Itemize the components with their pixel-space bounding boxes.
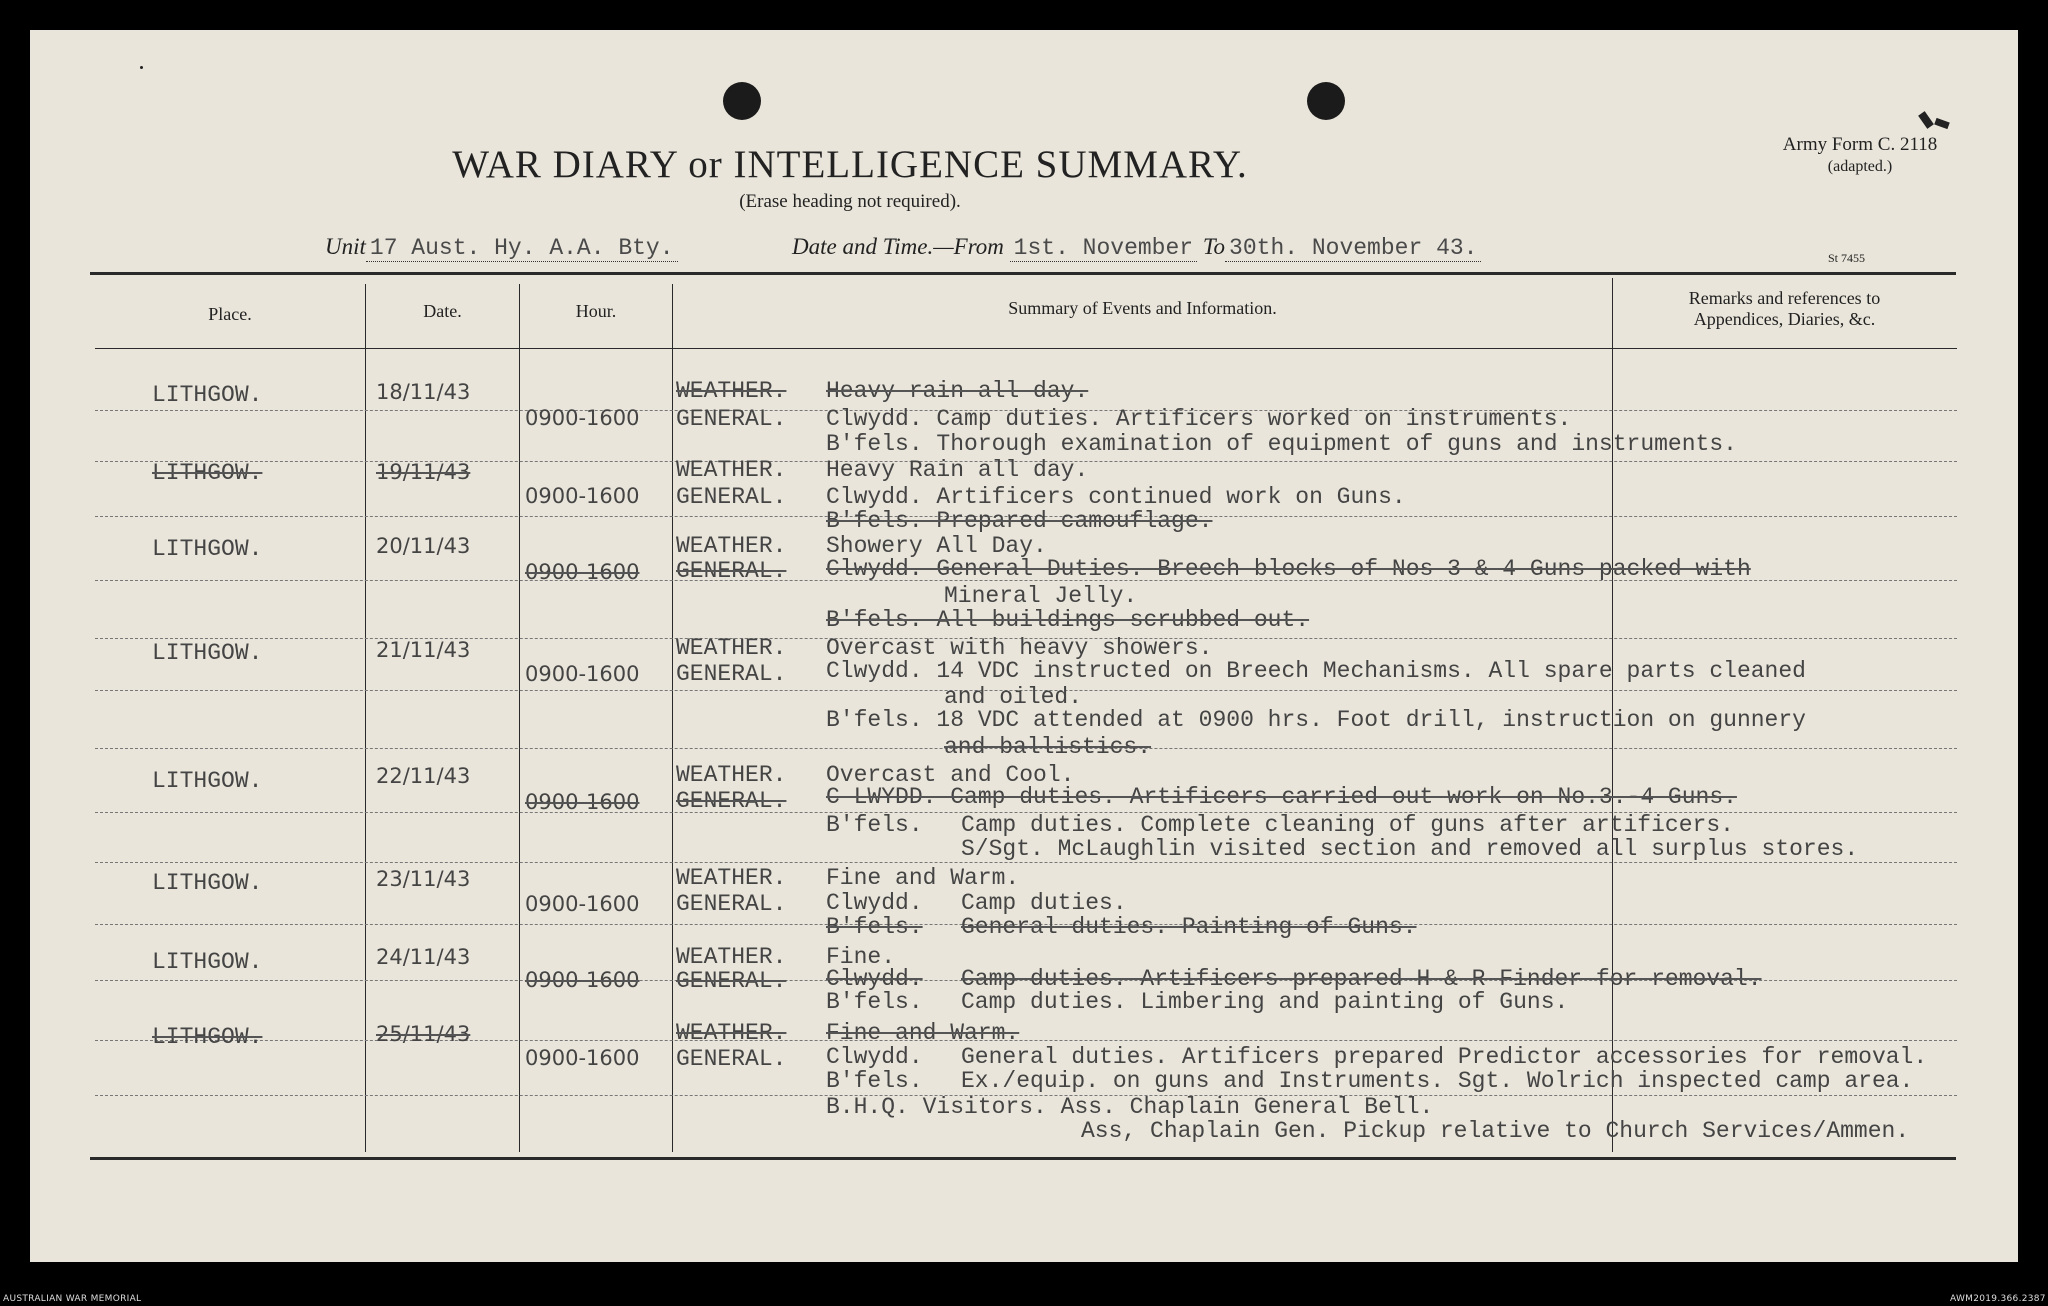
weather-text: Overcast with heavy showers. [826,635,1213,661]
summary-text: Camp duties. Limbering and painting of Guns. [961,989,1569,1015]
hour-cell: 0900-1600 [525,790,640,814]
summary-text: Mineral Jelly. [944,583,1138,609]
weather-text: Fine. [826,944,896,970]
general-label: GENERAL. [676,891,787,917]
hour-cell: 0900-1600 [525,484,640,508]
general-label: GENERAL. [676,558,787,584]
summary-text: Clwydd. Artificers continued work on Guns. [826,484,1406,510]
hour-cell: 0900-1600 [525,892,640,916]
punch-hole-left [723,82,761,120]
corner-mark [1934,118,1950,129]
date-from: 1st. November [1010,235,1197,262]
weather-label: WEATHER. [676,378,787,404]
weather-label: WEATHER. [676,762,787,788]
stock-code: St 7455 [1828,251,1866,265]
date-cell: 18/11/43 [376,380,471,404]
weather-text: Fine and Warm. [826,865,1020,891]
col-header-date: Date. [423,301,462,321]
summary-label: B'fels. [826,812,923,838]
column-divider [519,284,520,1152]
unit-value: 17 Aust. Hy. A.A. Bty. [366,235,678,262]
unit-label: Unit [325,234,366,259]
punch-hole-right [1307,82,1345,120]
weather-label: WEATHER. [676,944,787,970]
summary-text: B'fels. All buildings scrubbed out. [826,607,1310,633]
date-cell: 21/11/43 [376,638,471,662]
corner-mark [1918,111,1934,129]
hour-cell: 0900-1600 [525,406,640,430]
summary-text: B.H.Q. Visitors. Ass. Chaplain General Bell. [826,1094,1434,1120]
summary-text: Clwydd. General Duties. Breech blocks of Nos 3 & 4 Guns packed with [826,556,1751,582]
summary-text: General duties. Painting of Guns. [961,914,1417,940]
date-cell: 19/11/43 [376,460,471,484]
col-header-place: Place. [208,304,252,324]
hour-cell: 0900-1600 [525,968,640,992]
summary-label: Clwydd. [826,1044,923,1070]
summary-text: and oiled. [944,684,1083,710]
summary-label: Clwydd. [826,966,923,992]
general-label: GENERAL. [676,661,787,687]
remarks-line1: Remarks and references to [1688,288,1881,308]
date-field [792,234,1481,261]
form-number: Army Form C. 2118 [1782,134,1938,155]
summary-text: Camp duties. Artificers prepared H & R Finder for removal. [961,966,1762,992]
summary-label: Clwydd. [826,890,923,916]
summary-text: Camp duties. Complete cleaning of guns after artificers. [961,812,1734,838]
place-cell: LITHGOW. [152,768,263,794]
summary-text: Clwydd. 14 VDC instructed on Breech Mechanisms. All spare parts cleaned [826,658,1806,684]
page-title: WAR DIARY or INTELLIGENCE SUMMARY. [452,143,1248,186]
summary-text: Ass, Chaplain Gen. Pickup relative to Church Services/Ammen. [1081,1118,1910,1144]
form-adapted: (adapted.) [1827,158,1893,175]
weather-text: Overcast and Cool. [826,762,1075,788]
weather-label: WEATHER. [676,533,787,559]
footer-accession: AWM2019.366.2387 [1950,1294,2046,1304]
place-cell: LITHGOW. [152,460,263,486]
weather-label: WEATHER. [676,457,787,483]
place-cell: LITHGOW. [152,949,263,975]
column-divider [672,284,673,1152]
weather-label: WEATHER. [676,635,787,661]
summary-text: B'fels. 18 VDC attended at 0900 hrs. Foot drill, instruction on gunnery [826,707,1806,733]
summary-text: Clwydd. Camp duties. Artificers worked on instruments. [826,406,1572,432]
place-cell: LITHGOW. [152,640,263,666]
ruled-line [95,1040,1957,1041]
ruled-line [95,862,1957,863]
column-divider [365,284,366,1152]
col-header-hour: Hour. [575,301,617,321]
place-cell: LITHGOW. [152,536,263,562]
summary-text: Ex./equip. on guns and Instruments. Sgt. Wolrich inspected camp area. [961,1068,1914,1094]
header-underline [95,348,1957,349]
table-top-border [90,272,1956,275]
summary-text: B'fels. Prepared camouflage. [826,508,1213,534]
date-cell: 23/11/43 [376,867,471,891]
summary-text: B'fels. Thorough examination of equipment of guns and instruments. [826,431,1737,457]
date-label: Date and Time.—From [792,234,1004,259]
weather-text: Showery All Day. [826,533,1047,559]
date-to: 30th. November 43. [1225,235,1481,262]
hour-cell: 0900-1600 [525,560,640,584]
hour-cell: 0900-1600 [525,1046,640,1070]
date-cell: 22/11/43 [376,764,471,788]
place-cell: LITHGOW. [152,870,263,896]
date-cell: 20/11/43 [376,534,471,558]
summary-label: B'fels. [826,989,923,1015]
weather-label: WEATHER. [676,865,787,891]
hour-cell: 0900-1600 [525,662,640,686]
date-cell: 25/11/43 [376,1022,471,1046]
general-label: GENERAL. [676,406,787,432]
general-label: GENERAL. [676,788,787,814]
unit-field [325,234,678,261]
summary-text: Camp duties. [961,890,1127,916]
general-label: GENERAL. [676,484,787,510]
general-label: GENERAL. [676,1046,787,1072]
weather-text: Heavy Rain all day. [826,457,1089,483]
summary-text: S/Sgt. McLaughlin visited section and removed all surplus stores. [961,836,1859,862]
weather-text: Fine and Warm. [826,1020,1020,1046]
summary-text: General duties. Artificers prepared Predictor accessories for removal. [961,1044,1928,1070]
paper-speck [140,66,143,69]
general-label: GENERAL. [676,968,787,994]
col-header-remarks [1613,288,1956,330]
table-bottom-border [90,1157,1956,1160]
remarks-line2: Appendices, Diaries, &c. [1693,309,1876,329]
footer-credit: AUSTRALIAN WAR MEMORIAL [3,1294,142,1304]
summary-text: and ballistics. [944,734,1152,760]
summary-label: B'fels. [826,1068,923,1094]
summary-text: C LWYDD. Camp duties. Artificers carried out work on No.3.-4 Guns. [826,784,1737,810]
col-header-summary: Summary of Events and Information. [1008,298,1277,318]
place-cell: LITHGOW. [152,382,263,408]
date-cell: 24/11/43 [376,945,471,969]
weather-text: Heavy rain all day. [826,378,1089,404]
to-label: To [1202,234,1226,259]
summary-label: B'fels. [826,914,923,940]
weather-label: WEATHER. [676,1020,787,1046]
page-subtitle: (Erase heading not required). [739,191,961,212]
place-cell: LITHGOW. [152,1024,263,1050]
